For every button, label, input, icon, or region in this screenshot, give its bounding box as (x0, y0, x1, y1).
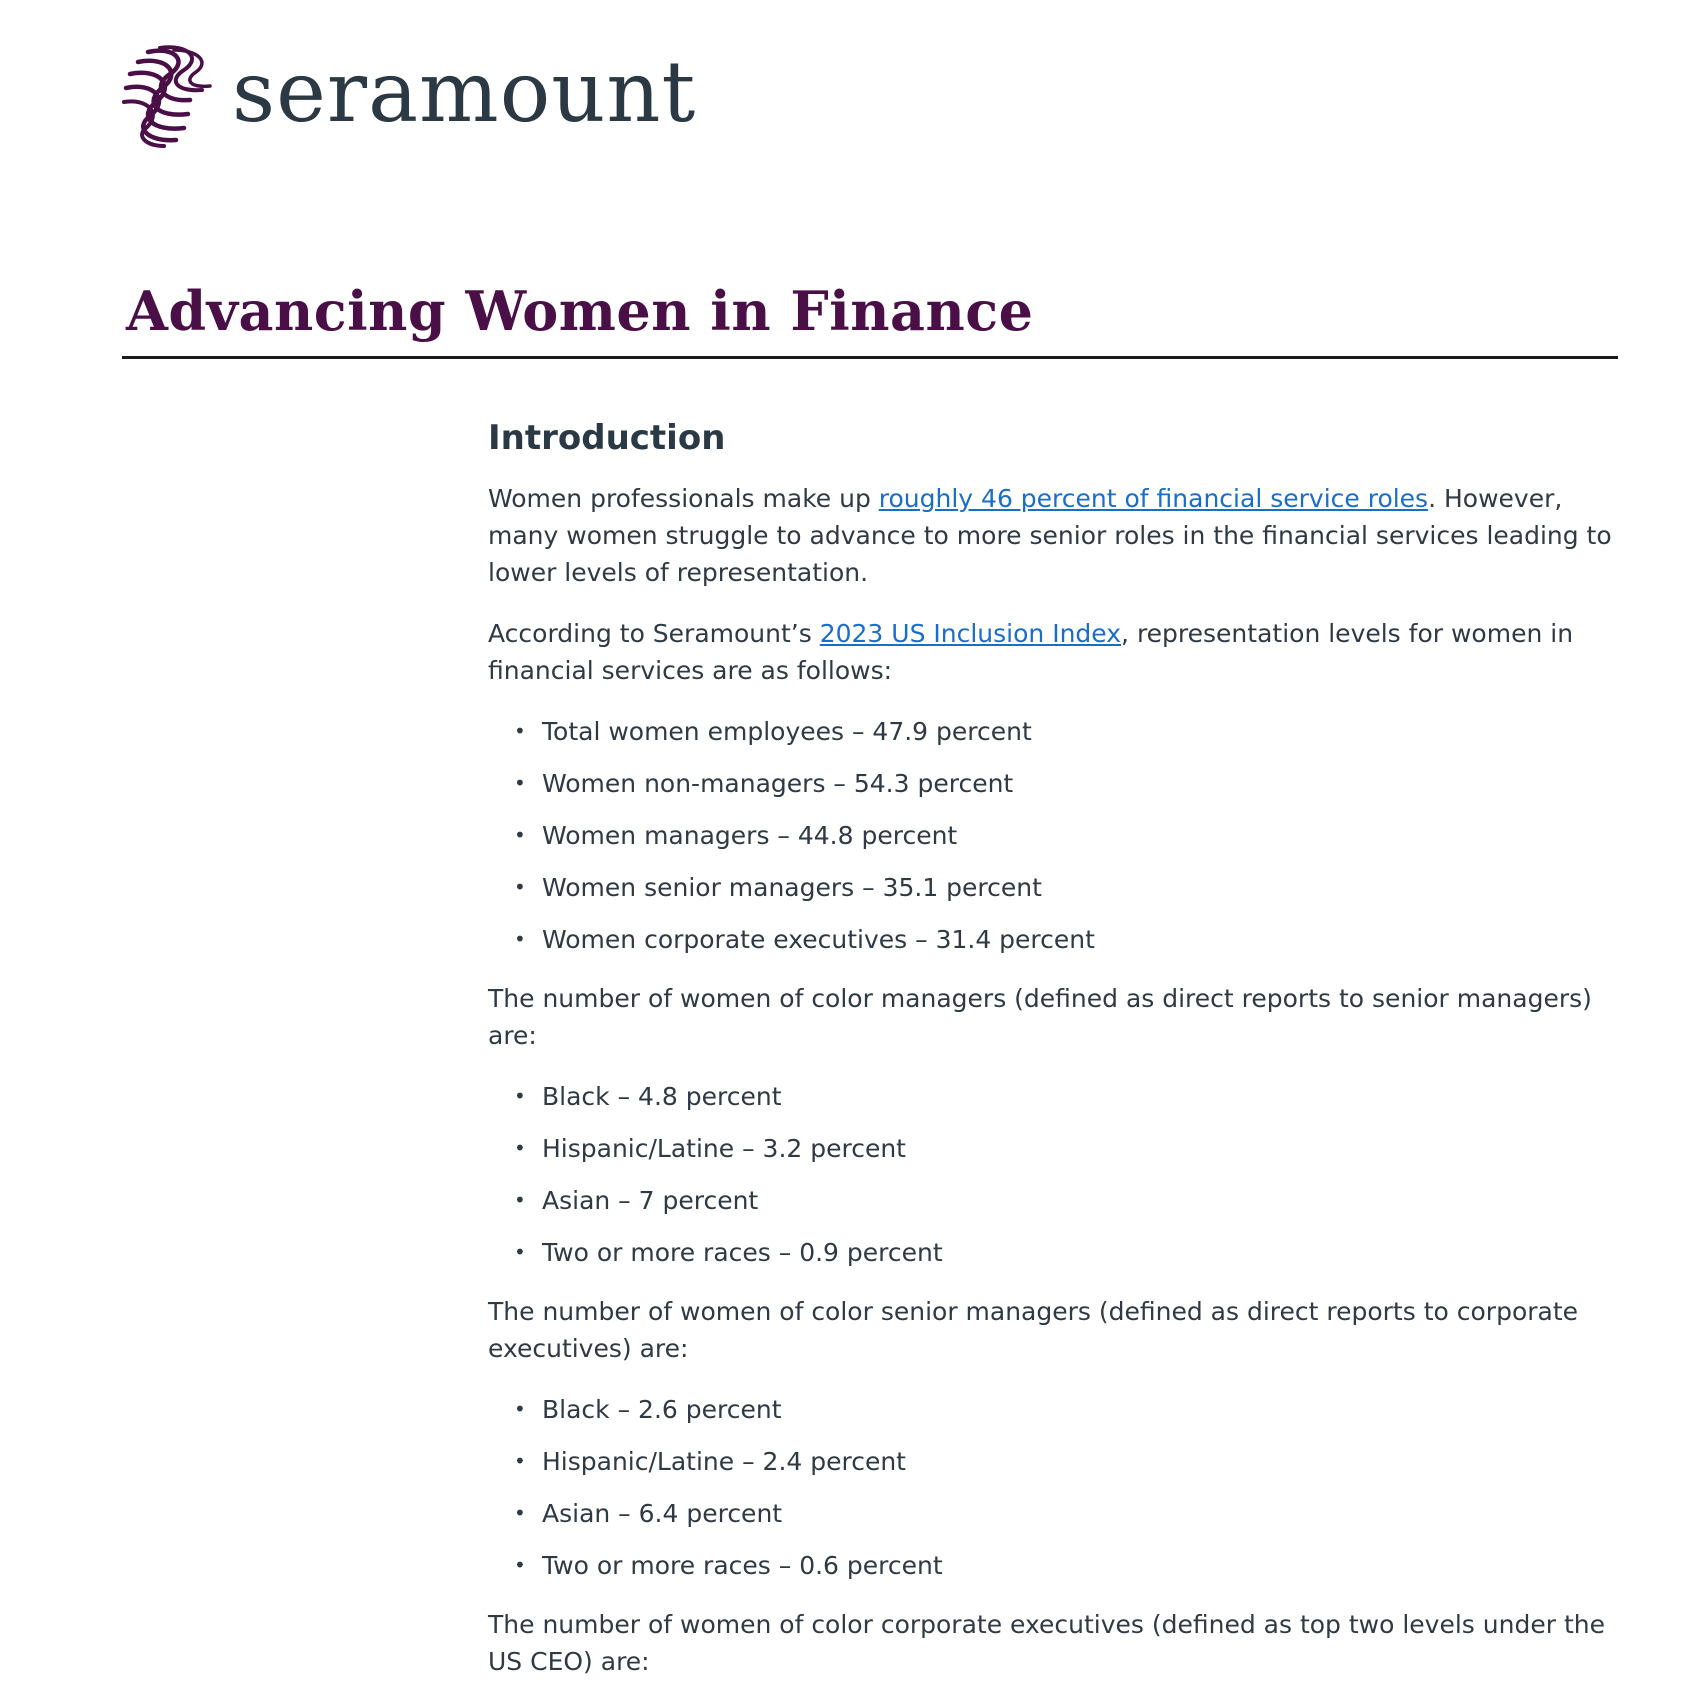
list-item: • Women managers – 44.8 percent (488, 817, 1618, 854)
managers-list (488, 1078, 1618, 1271)
inclusion-index-link[interactable]: 2023 US Inclusion Index (819, 619, 1122, 648)
list-item: • Women non-managers – 54.3 percent (488, 765, 1618, 802)
managers-paragraph: The number of women of color managers (defined as direct reports to senior managers) are: (488, 984, 1592, 1050)
representation-list (488, 713, 1618, 958)
article-content (488, 414, 1618, 1704)
wave-lines-icon (118, 44, 214, 148)
title-divider (122, 356, 1618, 359)
executives-paragraph: The number of women of color corporate executives (defined as top two levels under the US CEO) are: (488, 1610, 1605, 1676)
list-item: • Total women employees – 47.9 percent (488, 713, 1618, 750)
list-item: • Asian – 7 percent (488, 1182, 1618, 1219)
index-paragraph (488, 615, 1618, 689)
intro-paragraph (488, 480, 1618, 591)
brand-logo[interactable] (118, 44, 696, 148)
page-title: Advancing Women in Finance (126, 279, 1034, 343)
list-item: • Women senior managers – 35.1 percent (488, 869, 1618, 906)
index-text-start: According to Seramount’s (488, 619, 820, 648)
list-item: • Two or more races – 0.6 percent (488, 1547, 1618, 1584)
list-item: • Asian – 6.4 percent (488, 1495, 1618, 1532)
intro-text-start: Women professionals make up (488, 484, 879, 513)
senior-managers-paragraph: The number of women of color senior managers (defined as direct reports to corporate executives) are: (488, 1297, 1579, 1363)
intro-text-end: . However, many women struggle to advance to more senior roles in the financial services leading to lower levels of representation. (488, 484, 1612, 587)
brand-wordmark: seramount (232, 43, 697, 141)
senior-managers-list (488, 1391, 1618, 1584)
list-item: • Black – 4.8 percent (488, 1078, 1618, 1115)
list-item: • Hispanic/Latine – 2.4 percent (488, 1443, 1618, 1480)
index-text-end: , representation levels for women in financial services are as follows: (488, 619, 1574, 685)
list-item: • Women corporate executives – 31.4 percent (488, 921, 1618, 958)
financial-roles-link[interactable]: roughly 46 percent of financial service roles (878, 484, 1429, 513)
list-item: • Two or more races – 0.9 percent (488, 1234, 1618, 1271)
list-item: • Black – 2.6 percent (488, 1391, 1618, 1428)
section-heading: Introduction (488, 418, 726, 458)
list-item: • Hispanic/Latine – 3.2 percent (488, 1130, 1618, 1167)
